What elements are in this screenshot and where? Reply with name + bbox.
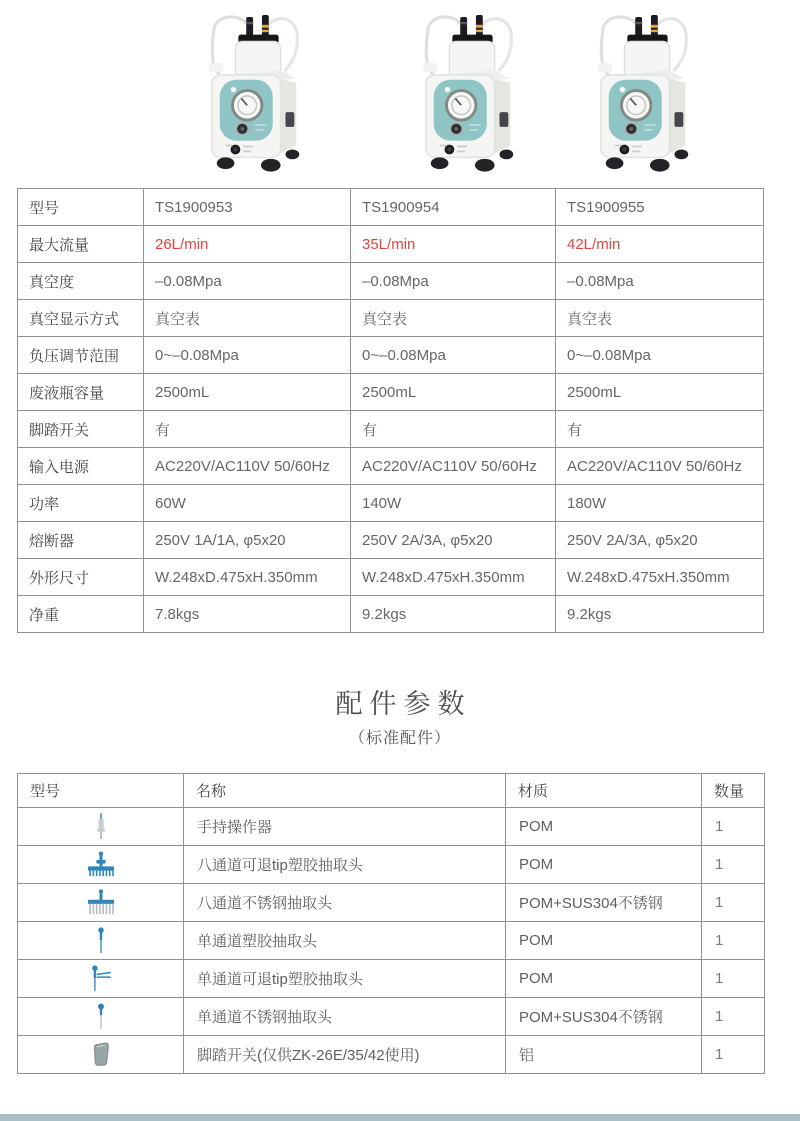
spec-cell: 35L/min bbox=[351, 226, 556, 263]
spec-row bbox=[18, 263, 764, 300]
spec-cell: AC220V/AC110V 50/60Hz bbox=[556, 448, 764, 485]
spec-row-label: 输入电源 bbox=[18, 448, 144, 485]
accessory-material: POM bbox=[506, 808, 702, 846]
accessory-qty: 1 bbox=[702, 922, 765, 960]
spec-row bbox=[18, 559, 764, 596]
spec-row-label: 脚踏开关 bbox=[18, 411, 144, 448]
accessory-material: 铝 bbox=[506, 1036, 702, 1074]
spec-cell: 250V 2A/3A, φ5x20 bbox=[556, 522, 764, 559]
product-photo-2 bbox=[397, 14, 547, 176]
spec-row bbox=[18, 337, 764, 374]
spec-row-label: 功率 bbox=[18, 485, 144, 522]
product-photo-1 bbox=[183, 14, 333, 176]
spec-cell: 7.8kgs bbox=[144, 596, 351, 633]
accessory-name: 单通道可退tip塑胶抽取头 bbox=[184, 960, 506, 998]
spec-row-label: 净重 bbox=[18, 596, 144, 633]
spec-row-label: 真空度 bbox=[18, 263, 144, 300]
accessory-material: POM bbox=[506, 922, 702, 960]
spec-row-label: 熔断器 bbox=[18, 522, 144, 559]
spec-row-label: 负压调节范围 bbox=[18, 337, 144, 374]
single-channel-plastic-head-icon bbox=[18, 922, 184, 960]
spec-row bbox=[18, 374, 764, 411]
spec-cell: 2500mL bbox=[556, 374, 764, 411]
spec-cell: 2500mL bbox=[351, 374, 556, 411]
spec-cell: TS1900953 bbox=[144, 189, 351, 226]
spec-cell: 有 bbox=[144, 411, 351, 448]
spec-row bbox=[18, 226, 764, 263]
spec-cell: TS1900955 bbox=[556, 189, 764, 226]
spec-cell: W.248xD.475xH.350mm bbox=[556, 559, 764, 596]
accessory-row bbox=[18, 1036, 765, 1074]
foot-switch-icon bbox=[18, 1036, 184, 1074]
spec-cell: W.248xD.475xH.350mm bbox=[351, 559, 556, 596]
spec-cell: 180W bbox=[556, 485, 764, 522]
accessory-name: 脚踏开关(仅供ZK-26E/35/42使用) bbox=[184, 1036, 506, 1074]
spec-cell: 有 bbox=[556, 411, 764, 448]
accessory-material: POM bbox=[506, 846, 702, 884]
accessory-name: 手持操作器 bbox=[184, 808, 506, 846]
accessories-header-material: 材质 bbox=[506, 774, 702, 808]
spec-cell: 26L/min bbox=[144, 226, 351, 263]
accessory-row bbox=[18, 808, 765, 846]
accessories-header-qty: 数量 bbox=[702, 774, 765, 808]
accessories-header-model: 型号 bbox=[18, 774, 184, 808]
accessory-name: 八通道不锈钢抽取头 bbox=[184, 884, 506, 922]
spec-row bbox=[18, 448, 764, 485]
accessory-row bbox=[18, 846, 765, 884]
accessory-qty: 1 bbox=[702, 884, 765, 922]
accessories-header-name: 名称 bbox=[184, 774, 506, 808]
spec-row bbox=[18, 300, 764, 337]
accessory-row bbox=[18, 884, 765, 922]
spec-table bbox=[17, 188, 764, 633]
accessories-title: 配件参数 bbox=[335, 689, 472, 719]
spec-cell: 有 bbox=[351, 411, 556, 448]
spec-cell: 真空表 bbox=[144, 300, 351, 337]
spec-cell: 真空表 bbox=[556, 300, 764, 337]
spec-cell: 60W bbox=[144, 485, 351, 522]
spec-row-label: 最大流量 bbox=[18, 226, 144, 263]
spec-cell: 9.2kgs bbox=[351, 596, 556, 633]
spec-cell: –0.08Mpa bbox=[351, 263, 556, 300]
spec-cell: 42L/min bbox=[556, 226, 764, 263]
accessory-qty: 1 bbox=[702, 808, 765, 846]
accessory-qty: 1 bbox=[702, 960, 765, 998]
accessories-header-row bbox=[18, 774, 765, 808]
accessories-subtitle: （标准配件） bbox=[348, 730, 451, 747]
spec-cell: 9.2kgs bbox=[556, 596, 764, 633]
spec-cell: 250V 1A/1A, φ5x20 bbox=[144, 522, 351, 559]
spec-row-label: 型号 bbox=[18, 189, 144, 226]
spec-cell: AC220V/AC110V 50/60Hz bbox=[144, 448, 351, 485]
accessory-name: 单通道不锈钢抽取头 bbox=[184, 998, 506, 1036]
accessory-name: 单通道塑胶抽取头 bbox=[184, 922, 506, 960]
accessory-row bbox=[18, 922, 765, 960]
spec-cell: W.248xD.475xH.350mm bbox=[144, 559, 351, 596]
footer-accent-bar bbox=[0, 1114, 800, 1121]
accessories-table-body bbox=[18, 808, 765, 1074]
accessory-qty: 1 bbox=[702, 998, 765, 1036]
spec-row-label: 废液瓶容量 bbox=[18, 374, 144, 411]
spec-cell: TS1900954 bbox=[351, 189, 556, 226]
spec-row bbox=[18, 189, 764, 226]
spec-cell: –0.08Mpa bbox=[556, 263, 764, 300]
spec-row bbox=[18, 596, 764, 633]
spec-cell: 140W bbox=[351, 485, 556, 522]
spec-cell: 0~–0.08Mpa bbox=[144, 337, 351, 374]
spec-row bbox=[18, 411, 764, 448]
spec-row-label: 外形尺寸 bbox=[18, 559, 144, 596]
spec-cell: 0~–0.08Mpa bbox=[556, 337, 764, 374]
spec-cell: –0.08Mpa bbox=[144, 263, 351, 300]
spec-row bbox=[18, 485, 764, 522]
spec-cell: 2500mL bbox=[144, 374, 351, 411]
accessories-table bbox=[17, 773, 765, 1074]
accessory-row bbox=[18, 998, 765, 1036]
accessory-material: POM+SUS304不锈钢 bbox=[506, 884, 702, 922]
handheld-operator-icon bbox=[18, 808, 184, 846]
spec-cell: 0~–0.08Mpa bbox=[351, 337, 556, 374]
single-channel-steel-head-icon bbox=[18, 998, 184, 1036]
spec-cell: AC220V/AC110V 50/60Hz bbox=[351, 448, 556, 485]
eight-channel-steel-head-icon bbox=[18, 884, 184, 922]
spec-table-body bbox=[18, 189, 764, 633]
spec-cell: 真空表 bbox=[351, 300, 556, 337]
product-photo-3 bbox=[572, 14, 722, 176]
spec-cell: 250V 2A/3A, φ5x20 bbox=[351, 522, 556, 559]
accessory-material: POM+SUS304不锈钢 bbox=[506, 998, 702, 1036]
eight-channel-tip-ejector-head-icon bbox=[18, 846, 184, 884]
accessory-material: POM bbox=[506, 960, 702, 998]
accessory-row bbox=[18, 960, 765, 998]
accessory-qty: 1 bbox=[702, 846, 765, 884]
single-channel-tip-ejector-head-icon bbox=[18, 960, 184, 998]
accessory-name: 八通道可退tip塑胶抽取头 bbox=[184, 846, 506, 884]
spec-row-label: 真空显示方式 bbox=[18, 300, 144, 337]
spec-row bbox=[18, 522, 764, 559]
accessory-qty: 1 bbox=[702, 1036, 765, 1074]
